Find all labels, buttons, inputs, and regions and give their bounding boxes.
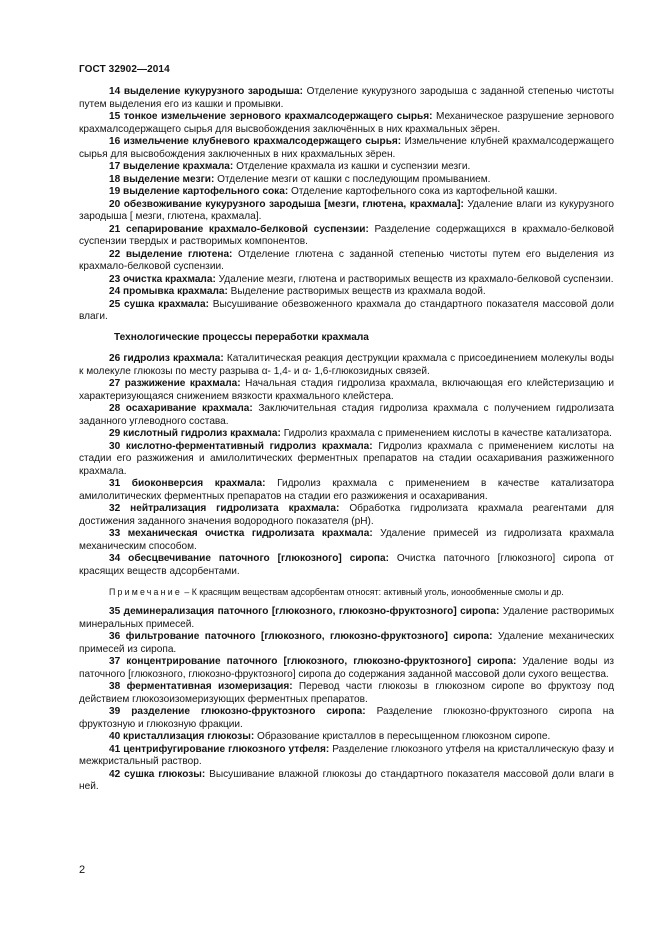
note-text: – К красящим веществам адсорбентам относят: активный уголь, ионообменные смолы и др. [181, 587, 564, 597]
note [79, 586, 614, 598]
term-definition: Перевод части глюкозы в глюкозном сиропе во фруктозу под действием глюкозоизомеризующих ферментных препаратов. [79, 681, 614, 705]
term-entry [79, 656, 614, 681]
term-entry [79, 503, 614, 528]
term-entry [79, 161, 614, 174]
term-name: 39 разделение глюкозно-фруктозного сиропа: [109, 706, 366, 717]
term-name: 21 сепарирование крахмало-белковой суспензии: [109, 223, 369, 235]
term-name: 24 промывка крахмала: [109, 286, 228, 297]
term-entry [79, 606, 614, 631]
term-name: 29 кислотный гидролиз крахмала: [109, 428, 281, 439]
term-name: 41 центрифугирование глюкозного утфеля: [109, 743, 330, 755]
term-name: 26 гидролиз крахмала: [109, 353, 224, 364]
term-name: 33 механическая очистка гидролизата крахмала: [109, 528, 373, 539]
term-definition: Удаление механических примесей из сиропа. [79, 631, 614, 655]
term-entry [79, 174, 614, 187]
term-entry [79, 224, 614, 249]
term-entry [79, 299, 614, 324]
term-definition: Разделение глюкозно-фруктозного сиропа на фруктозную и глюкозную фракции. [79, 706, 614, 730]
term-definition: Гидролиз крахмала с применением в качестве катализатора амилолитических ферментных препаратов на стадии его разжижения и осахаривания. [79, 478, 614, 502]
term-definition: Отделение картофельного сока из картофельной кашки. [288, 186, 558, 197]
term-entry [79, 744, 614, 769]
term-name: 19 выделение картофельного сока: [109, 186, 289, 197]
term-name: 35 деминерализация паточного [глюкозного, глюкозно-фруктозного] сиропа: [109, 606, 500, 617]
term-definition: Высушивание влажной глюкозы до стандартного показателя массовой доли влаги в ней. [79, 768, 614, 792]
term-entry [79, 441, 614, 479]
term-entry [79, 353, 614, 378]
term-entry [79, 86, 614, 111]
term-name: 17 выделение крахмала: [109, 161, 234, 172]
document-body [79, 86, 614, 794]
term-definition: Выделение растворимых веществ из крахмала водой. [227, 286, 486, 297]
term-entry [79, 769, 614, 794]
term-entry [79, 428, 614, 441]
term-name: 40 кристаллизация глюкозы: [109, 731, 255, 742]
term-name: 31 биоконверсия крахмала: [109, 478, 266, 489]
term-definition: Отделение кукурузного зародыша с заданной степенью чистоты путем выделения его из кашки и промывки. [79, 86, 614, 110]
term-definition: Отделение мезги от кашки с последующим промыванием. [214, 173, 491, 185]
term-name: 22 выделение глютена: [109, 248, 233, 260]
term-name: 28 осахаривание крахмала: [109, 403, 253, 414]
term-entry [79, 553, 614, 578]
term-name: 36 фильтрование паточного [глюкозного, глюкозно-фруктозного] сиропа: [109, 631, 493, 642]
term-entry [79, 111, 614, 136]
term-definition: Гидролиз крахмала с применением кислоты на стадии его разжижения и амилолитических ферментных препаратов на стадии осахаривания разжиженного крахмала. [79, 440, 614, 477]
term-definition: Механическое разрушение зернового крахмалсодержащего сырья для высвобождения заключённых в них крахмальных зёрен. [79, 111, 614, 135]
term-name: 32 нейтрализация гидролизата крахмала: [109, 503, 340, 514]
page-number: 2 [79, 864, 86, 876]
term-entry [79, 681, 614, 706]
term-definition: Удаление примесей из гидролизата крахмала механическим способом. [79, 528, 615, 552]
term-entry [79, 249, 614, 274]
term-name: 23 очистка крахмала: [109, 273, 216, 285]
term-definition: Измельчение клубней крахмалсодержащего сырья для высвобождения заключенных в них крахмальных зёрен. [79, 136, 614, 160]
term-definition: Удаление растворимых минеральных примесей. [79, 606, 614, 630]
entries-group-c [79, 606, 614, 794]
term-definition: Отделение крахмала из кашки и суспензии мезги. [233, 161, 471, 172]
term-name: 34 обесцвечивание паточного [глюкозного] сиропа: [109, 553, 389, 564]
term-name: 42 сушка глюкозы: [109, 768, 206, 780]
term-entry [79, 478, 614, 503]
term-entry [79, 706, 614, 731]
term-name: 38 ферментативная изомеризация: [109, 681, 293, 692]
term-definition: Очистка паточного [глюкозного] сиропа от красящих веществ адсорбентами. [79, 553, 614, 577]
term-definition: Высушивание обезвоженного крахмала до стандартного показателя массовой доли влаги. [79, 298, 615, 322]
term-definition: Удаление воды из паточного [глюкозного, глюкозно-фруктозного] сиропа до содержания заданной массовой доли сухого вещества. [79, 656, 614, 680]
standard-designation: ГОСТ 32902—2014 [79, 64, 170, 75]
entries-group-a [79, 86, 614, 324]
term-definition: Каталитическая реакция деструкции крахмала с присоединением молекулы воды к молекуле глюкозы по месту разрыва α- 1,4- и α- 1,6-глюкозидных связей. [79, 353, 614, 377]
term-definition: Заключительная стадия гидролиза крахмала с получением гидролизата заданного углеводного состава. [79, 403, 615, 427]
term-name: 20 обезвоживание кукурузного зародыша [мезги, глютена, крахмала]: [109, 198, 464, 210]
term-name: 30 кислотно-ферментативный гидролиз крахмала: [109, 440, 373, 452]
section-title: Технологические процессы переработки крахмала [114, 331, 369, 343]
term-entry [79, 731, 614, 744]
term-definition: Удаление мезги, глютена и растворимых веществ из крахмало-белковой суспензии. [215, 273, 614, 285]
term-entry [79, 403, 614, 428]
term-entry [79, 199, 614, 224]
term-entry [79, 136, 614, 161]
term-definition: Разделение содержащихся в крахмало-белковой суспензии твердых и растворимых компонентов. [79, 223, 614, 247]
term-name: 25 сушка крахмала: [109, 298, 209, 310]
term-definition: Гидролиз крахмала с применением кислоты в качестве катализатора. [280, 428, 612, 439]
term-name: 37 концентрирование паточного [глюкозного, глюкозно-фруктозного] сиропа: [109, 656, 517, 667]
term-entry [79, 274, 614, 287]
term-name: 18 выделение мезги: [109, 173, 215, 185]
term-entry [79, 528, 614, 553]
term-name: 16 измельчение клубневого крахмалсодержащего сырья: [109, 136, 402, 147]
term-name: 14 выделение кукурузного зародыша: [109, 86, 304, 97]
term-definition: Отделение глютена с заданной степенью чистоты путем его выделения из крахмало-белковой суспензии. [79, 248, 614, 272]
term-definition: Разделение глюкозного утфеля на кристаллическую фазу и межкристальный раствор. [79, 743, 614, 767]
note-label: Примечание [109, 587, 182, 597]
term-entry [79, 631, 614, 656]
term-definition: Удаление влаги из кукурузного зародыша [ мезги, глютена, крахмала]. [79, 198, 614, 222]
term-definition: Начальная стадия гидролиза крахмала, включающая его клейстеризацию и характеризующаяся снижением вязкости крахмального клейстера. [79, 378, 614, 402]
term-name: 15 тонкое измельчение зернового крахмалсодержащего сырья: [109, 111, 433, 122]
term-entry [79, 286, 614, 299]
term-entry [79, 378, 614, 403]
term-definition: Образование кристаллов в пересыщенном глюкозном сиропе. [254, 731, 551, 742]
term-name: 27 разжижение крахмала: [109, 378, 241, 389]
term-definition: Обработка гидролизата крахмала реагентами для достижения заданного значения водородного показателя (pH). [79, 503, 614, 527]
term-entry [79, 186, 614, 199]
entries-group-b [79, 353, 614, 578]
